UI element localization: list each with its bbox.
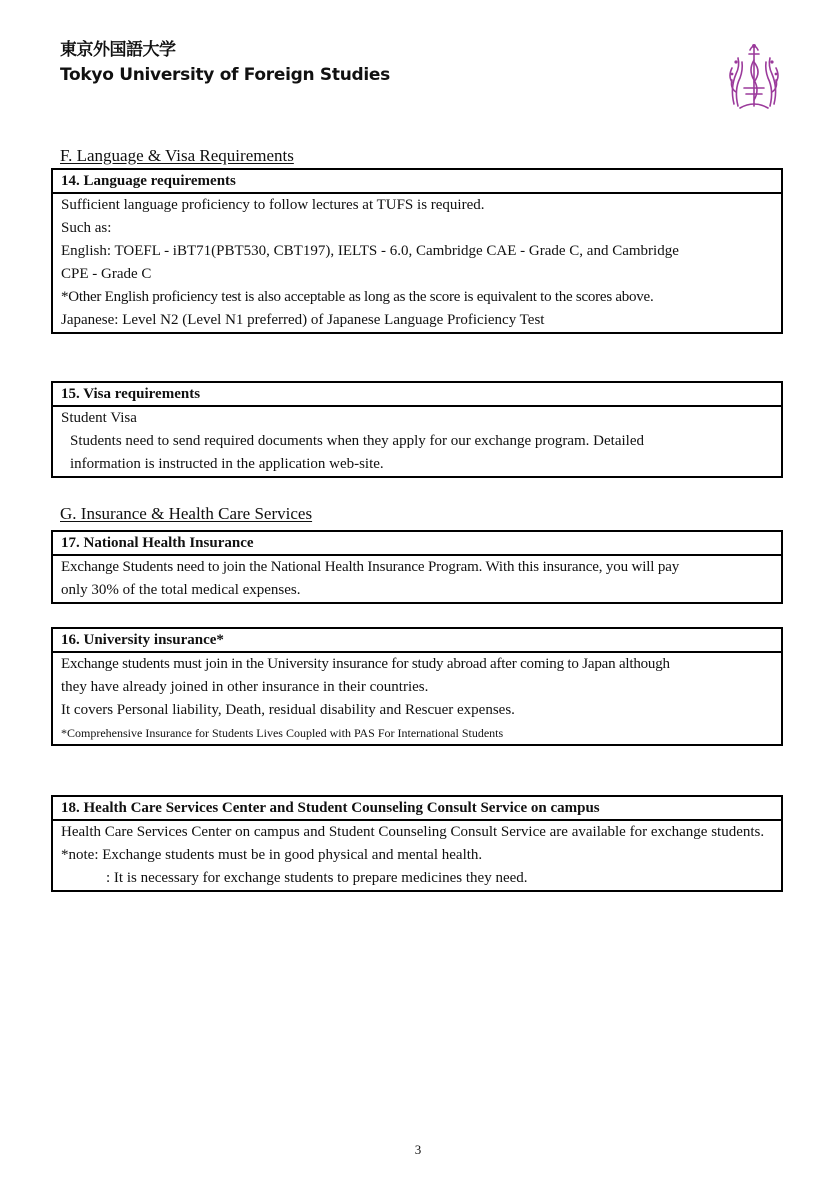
text-line: Such as: <box>61 220 112 236</box>
box-body <box>53 653 781 744</box>
health-care-services-box <box>51 795 783 892</box>
visa-requirements-box <box>51 381 783 478</box>
text-line: English: TOEFL - iBT71(PBT530, CBT197), IELTS - 6.0, Cambridge CAE - Grade C, and Cambridge <box>61 243 679 259</box>
text-line: *Other English proficiency test is also acceptable as long as the score is equivalent to the scores above. <box>61 289 654 305</box>
box-body <box>53 407 781 476</box>
text-line: It covers Personal liability, Death, residual disability and Rescuer expenses. <box>61 702 515 718</box>
box-title: 17. National Health Insurance <box>53 530 781 556</box>
box-title: 16. University insurance* <box>53 627 781 653</box>
university-seal-icon <box>726 40 782 112</box>
text-line: CPE - Grade C <box>61 266 152 282</box>
university-name-english: Tokyo University of Foreign Studies <box>60 65 390 85</box>
text-line: : It is necessary for exchange students to prepare medicines they need. <box>106 870 528 886</box>
text-line: Japanese: Level N2 (Level N1 preferred) of Japanese Language Proficiency Test <box>61 312 545 328</box>
text-line: Student Visa <box>61 410 137 426</box>
text-line: Exchange Students need to join the National Health Insurance Program. With this insurance, you will pay <box>61 559 680 575</box>
text-line: Students need to send required documents when they apply for our exchange program. Detailed <box>70 433 644 449</box>
section-heading-insurance-health: G. Insurance & Health Care Services <box>60 504 313 523</box>
text-line: they have already joined in other insurance in their countries. <box>61 679 429 695</box>
box-title: 14. Language requirements <box>53 168 781 194</box>
box-body <box>53 556 781 602</box>
box-title: 15. Visa requirements <box>53 381 781 407</box>
page-number: 3 <box>414 1142 422 1157</box>
footnote-line: *Comprehensive Insurance for Students Lives Coupled with PAS For International Students <box>61 726 504 740</box>
section-heading-language-visa: F. Language & Visa Requirements <box>60 146 294 165</box>
text-paragraph: Health Care Services Center on campus and Student Counseling Consult Service are available for exchange students. <box>61 824 765 840</box>
box-body <box>53 194 781 332</box>
text-line: *note: Exchange students must be in good physical and mental health. <box>61 847 483 863</box>
university-insurance-box <box>51 627 783 746</box>
text-line: only 30% of the total medical expenses. <box>61 582 301 598</box>
language-requirements-box <box>51 168 783 334</box>
national-health-insurance-box <box>51 530 783 604</box>
text-line: Exchange students must join in the University insurance for study abroad after coming to Japan although <box>61 656 670 672</box>
university-name-japanese: 東京外国語大学 <box>60 40 176 60</box>
box-title: 18. Health Care Services Center and Student Counseling Consult Service on campus <box>53 795 781 821</box>
box-body <box>53 821 781 890</box>
text-line: information is instructed in the application web-site. <box>70 456 384 472</box>
text-line: Sufficient language proficiency to follow lectures at TUFS is required. <box>61 197 485 213</box>
